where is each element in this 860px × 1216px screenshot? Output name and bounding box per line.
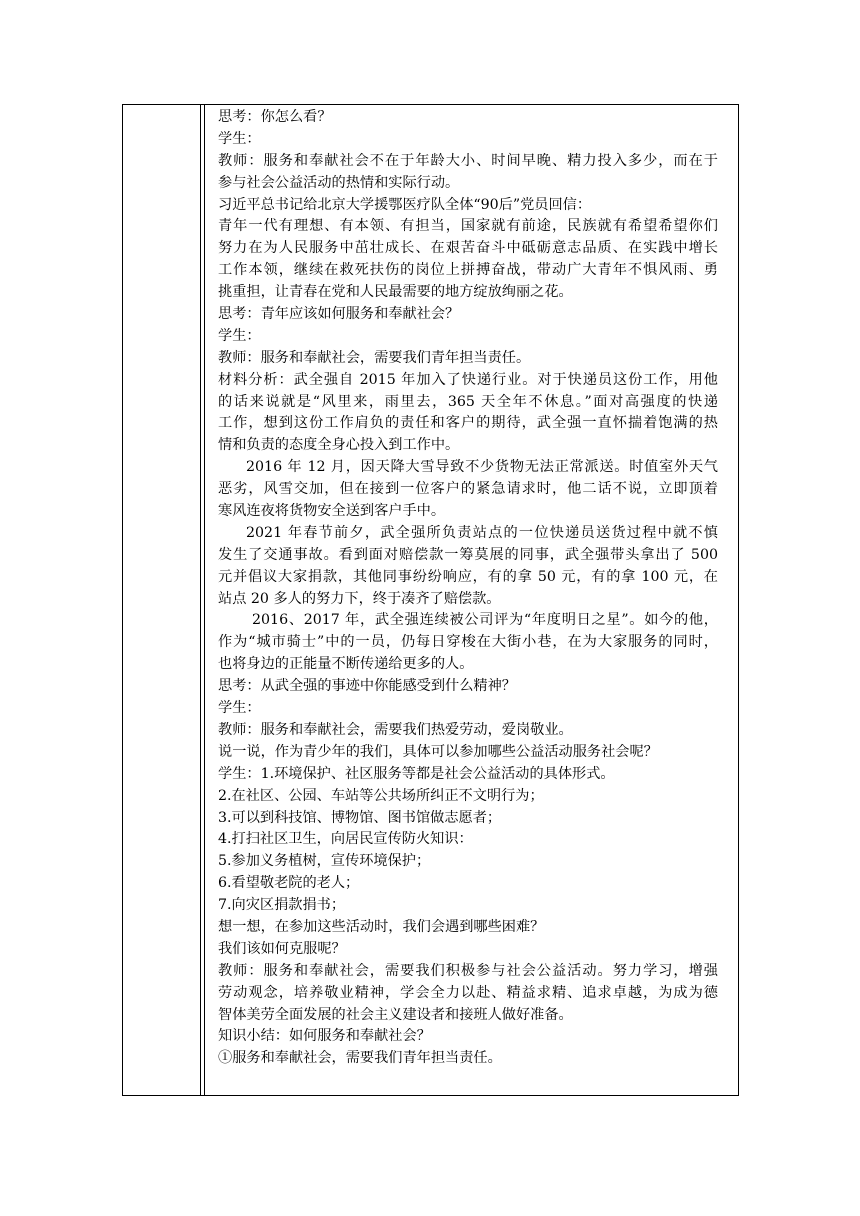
text-line: 6.看望敬老院的老人； bbox=[218, 875, 360, 892]
text-line: 教师：服务和奉献社会，需要我们青年担当责任。 bbox=[218, 349, 531, 366]
text-line: 说一说，作为青少年的我们，具体可以参加哪些公益活动服务社会呢？ bbox=[218, 743, 658, 760]
text-line: 挑重担，让青春在党和人民最需要的地方绽放绚丽之花。 bbox=[218, 284, 573, 301]
text-line: 教师：服务和奉献社会，需要我们积极参与社会公益活动。努力学习，增强 bbox=[218, 962, 718, 979]
text-line: 作为“城市骑士”中的一员，仍每日穿梭在大街小巷，在为大家服务的同时， bbox=[218, 634, 718, 651]
text-line: 工作，想到这份工作肩负的责任和客户的期待，武全强一直怀揣着饱满的热 bbox=[218, 415, 718, 432]
text-line: 恶劣，风雪交加，但在接到一位客户的紧急请求时，他二话不说，立即顶着 bbox=[218, 481, 718, 498]
text-line: 情和负责的态度全身心投入到工作中。 bbox=[218, 437, 460, 454]
text-line: 劳动观念，培养敬业精神，学会全力以赴、精益求精、追求卓越，为成为德 bbox=[218, 984, 718, 1001]
text-line: 思考：你怎么看？ bbox=[218, 109, 332, 125]
text-line: 4.打扫社区卫生，向居民宣传防火知识： bbox=[218, 831, 473, 848]
text-line: 努力在为人民服务中茁壮成长、在艰苦奋斗中砥砺意志品质、在实践中增长 bbox=[218, 240, 718, 257]
text-line: 学生： bbox=[218, 327, 261, 344]
text-line: 的话来说就是“风里来，雨里去，365 天全年不休息。”面对高强度的快递 bbox=[218, 393, 718, 410]
text-line: 7.向灾区捐款捐书； bbox=[218, 897, 346, 914]
text-line: 寒风连夜将货物安全送到客户手中。 bbox=[218, 503, 446, 520]
text-line: 我们该如何克服呢？ bbox=[218, 940, 346, 957]
text-line: 2021 年春节前夕，武全强所负责站点的一位快递员送货过程中就不慎 bbox=[246, 524, 718, 541]
text-line: 思考：从武全强的事迹中你能感受到什么精神？ bbox=[218, 678, 516, 695]
table-column-divider bbox=[204, 105, 207, 1095]
text-line: 也将身边的正能量不断传递给更多的人。 bbox=[218, 656, 474, 673]
text-line: 材料分析：武全强自 2015 年加入了快递行业。对于快递员这份工作，用他 bbox=[218, 371, 718, 388]
text-line: ①服务和奉献社会，需要我们青年担当责任。 bbox=[218, 1050, 502, 1067]
text-line: 教师：服务和奉献社会，需要我们热爱劳动，爱岗敬业。 bbox=[218, 721, 573, 738]
text-line: 知识小结：如何服务和奉献社会？ bbox=[218, 1028, 431, 1045]
text-line: 习近平总书记给北京大学援鄂医疗队全体“90后”党员回信： bbox=[218, 196, 592, 213]
text-line: 2.在社区、公园、车站等公共场所纠正不文明行为； bbox=[218, 787, 544, 804]
text-line: 元并倡议大家捐款，其他同事纷纷响应，有的拿 50 元，有的拿 100 元，在 bbox=[218, 568, 718, 585]
text-line: 参与社会公益活动的热情和实际行动。 bbox=[218, 174, 460, 191]
text-line: 站点 20 多人的努力下，终于凑齐了赔偿款。 bbox=[218, 590, 501, 607]
text-line: 发生了交通事故。看到面对赔偿款一筹莫展的同事，武全强带头拿出了 500 bbox=[218, 546, 718, 563]
text-line: 工作本领，继续在救死扶伤的岗位上拼搏奋战，带动广大青年不惧风雨、勇 bbox=[218, 262, 718, 279]
text-line: 学生： bbox=[218, 700, 261, 717]
table-column-left bbox=[123, 105, 201, 1095]
lesson-content-cell bbox=[218, 107, 718, 1070]
text-line: 教师：服务和奉献社会不在于年龄大小、时间早晚、精力投入多少，而在于 bbox=[218, 152, 718, 169]
text-line: 2016 年 12 月，因天降大雪导致不少货物无法正常派送。时值室外天气 bbox=[246, 459, 718, 476]
text-line: 2016、2017 年，武全强连续被公司评为“年度明日之星”。如今的他， bbox=[252, 612, 718, 629]
lesson-table bbox=[122, 104, 739, 1096]
text-line: 3.可以到科技馆、博物馆、图书馆做志愿者； bbox=[218, 809, 502, 826]
text-line: 思考：青年应该如何服务和奉献社会？ bbox=[218, 306, 460, 323]
text-line: 青年一代有理想、有本领、有担当，国家就有前途，民族就有希望希望你们 bbox=[218, 218, 718, 235]
text-line: 5.参加义务植树，宣传环境保护； bbox=[218, 853, 431, 870]
text-line: 想一想，在参加这些活动时，我们会遇到哪些困难？ bbox=[218, 918, 545, 935]
text-line: 学生：1.环境保护、社区服务等都是社会公益活动的具体形式。 bbox=[218, 765, 615, 782]
text-line: 智体美劳全面发展的社会主义建设者和接班人做好准备。 bbox=[218, 1006, 573, 1023]
text-line: 学生： bbox=[218, 130, 261, 147]
